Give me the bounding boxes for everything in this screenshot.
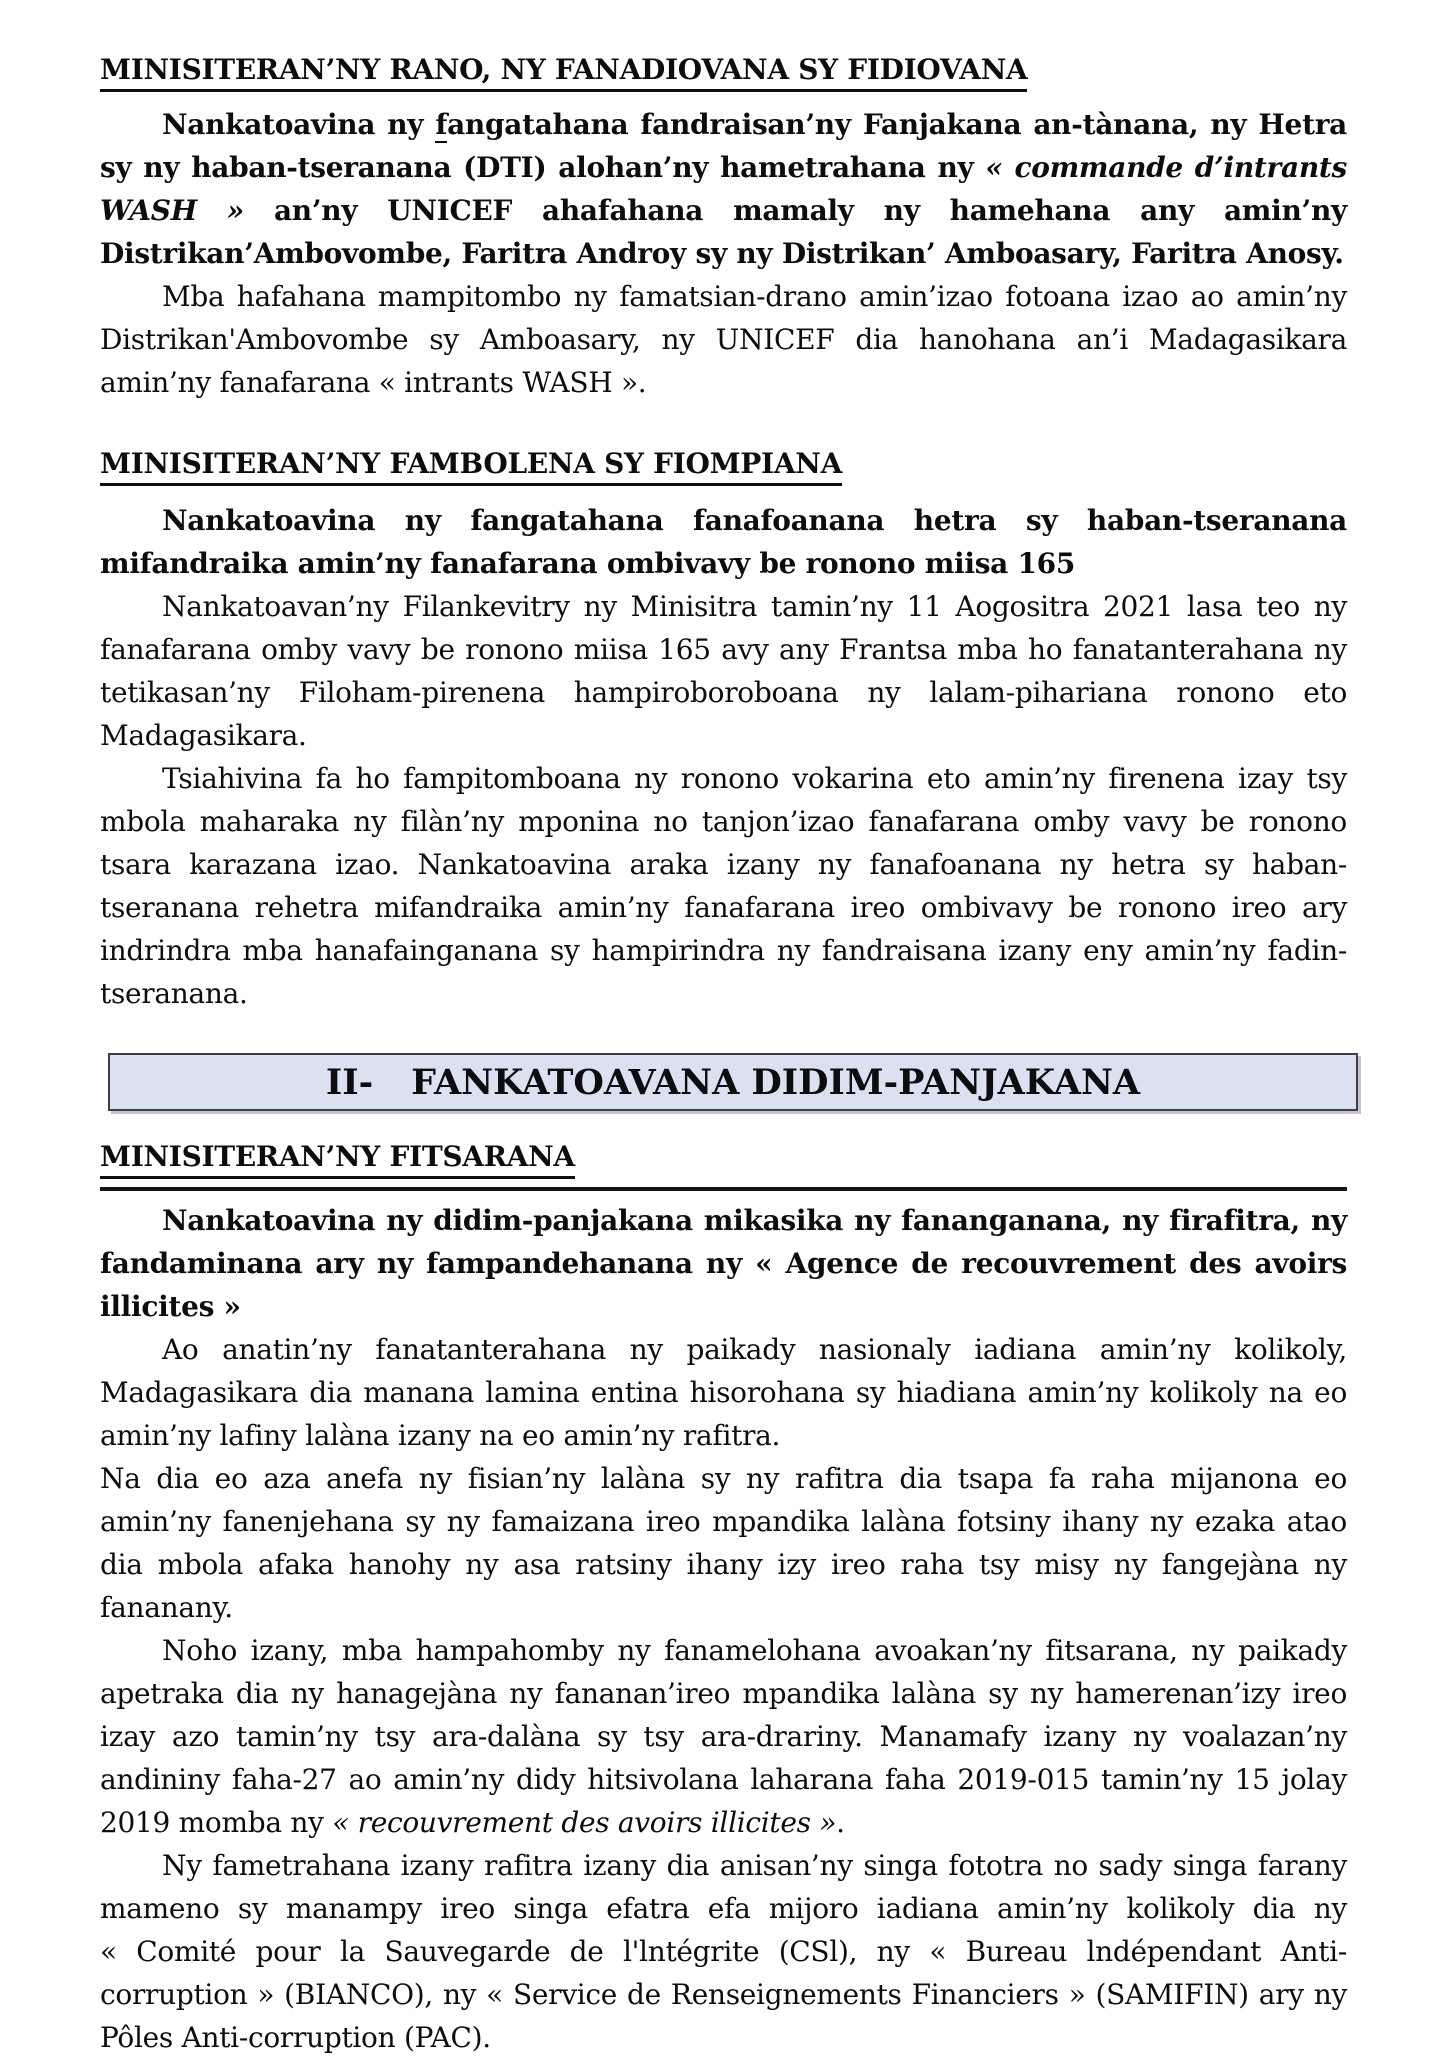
ministry-fambolena-heading bbox=[100, 442, 1347, 485]
text-segment: Na dia eo aza anefa ny fisian’ny lalàna sy ny rafitra dia tsapa fa raha mijanona eo amin’ny fanenjehana sy ny famaizana ireo mpandika lalàna fotsiny ihany ny ezaka atao dia mbola afaka hanohy ny asa ratsiny ihany izy ireo raha tsy misy ny fangejàna ny fananany. bbox=[100, 1462, 1347, 1624]
text-segment: angatahana fandraisan’ny Fanjakana an-tànana, ny Hetra sy ny haban-tseranana (DTI) alohan’ny hametrahana ny bbox=[100, 108, 1347, 184]
text-segment: Nankatoavan’ny Filankevitry ny Minisitra tamin’ny 11 Aogositra 2021 lasa teo ny fanafarana omby vavy be ronono miisa 165 avy any Frantsa mba ho fanatanterahana ny tetikasan’ny Filoham-pirenena hampiroboroboana ny lalam-pihariana ronono eto Madagasikara. bbox=[100, 590, 1347, 752]
text-segment: . bbox=[836, 1806, 845, 1839]
fitsarana-decision-paragraph bbox=[100, 1199, 1347, 1328]
text-segment: « recouvrement des avoirs illicites » bbox=[332, 1806, 837, 1839]
ministry-fambolena-heading-text: MINISITERAN’NY FAMBOLENA SY FIOMPIANA bbox=[100, 447, 842, 486]
text-segment: Nankatoavina ny didim-panjakana mikasika ny fananganana, ny firafitra, ny fandaminana ary ny fampandehanana ny « Agence de recouvrement des avoirs illicites » bbox=[100, 1204, 1347, 1323]
rano-decision-paragraph bbox=[100, 103, 1347, 275]
text-segment: Ao anatin’ny fanatanterahana ny paikady nasionaly iadiana amin’ny kolikoly, Madagasikara dia manana lamina entina hisorohana sy hiadiana amin’ny kolikoly na eo amin’ny lafiny lalàna izany na eo amin’ny rafitra. bbox=[100, 1333, 1347, 1452]
text-segment: f bbox=[435, 108, 448, 141]
text-segment: Ny fametrahana izany rafitra izany dia anisan’ny singa fototra no sady singa farany mameno sy manampy ireo singa efatra efa mijoro iadiana amin’ny kolikoly dia ny « Comité pour la Sauvegarde de l'lntégrite (CSl), ny « Bureau lndépendant Anti-corruption » (BIANCO), ny « Service de Renseignements Financiers » (SAMIFIN) ary ny Pôles Anti-corruption (PAC). bbox=[100, 1849, 1347, 2054]
section-box-heading bbox=[108, 1053, 1358, 1111]
rano-detail-paragraph bbox=[100, 275, 1347, 404]
fitsarana-detail-paragraph-2 bbox=[100, 1457, 1347, 1629]
fambolena-detail-paragraph-1 bbox=[100, 585, 1347, 757]
text-segment: Nankatoavina ny fangatahana fanafoanana hetra sy haban-tseranana mifandraika amin’ny fanafarana ombivavy be ronono miisa 165 bbox=[100, 504, 1347, 580]
fambolena-decision-paragraph bbox=[100, 499, 1347, 585]
text-segment: Tsiahivina fa ho fampitomboana ny ronono vokarina eto amin’ny firenena izay tsy mbola maharaka ny filàn’ny mponina no tanjon’izao fanafarana omby vavy be ronono tsara karazana izao. Nankatoavina araka izany ny fanafoanana ny hetra sy haban-tseranana rehetra mifandraika amin’ny fanafarana ireo ombivavy be ronono ireo ary indrindra mba hanafainganana sy hampirindra ny fandraisana izany eny amin’ny fadin-tseranana. bbox=[100, 762, 1347, 1010]
section-box-title: FANKATOAVANA DIDIM-PANJAKANA bbox=[411, 1061, 1141, 1103]
section-number: II- bbox=[325, 1061, 374, 1103]
ministry-fitsarana-heading bbox=[100, 1135, 1347, 1191]
fitsarana-detail-paragraph-1 bbox=[100, 1328, 1347, 1457]
ministry-fitsarana-heading-text: MINISITERAN’NY FITSARANA bbox=[100, 1140, 575, 1179]
text-segment: Nankatoavina ny bbox=[162, 108, 436, 141]
fambolena-detail-paragraph-2 bbox=[100, 757, 1347, 1015]
ministry-rano-heading bbox=[100, 48, 1347, 91]
ministry-rano-heading-text: MINISITERAN’NY RANO, NY FANADIOVANA SY FIDIOVANA bbox=[100, 53, 1027, 92]
text-segment: Mba hafahana mampitombo ny famatsian-drano amin’izao fotoana izao ao amin’ny Distrikan'Ambovombe sy Amboasary, ny UNICEF dia hanohana an’i Madagasikara amin’ny fanafarana « intrants WASH ». bbox=[100, 280, 1347, 399]
fitsarana-detail-paragraph-4 bbox=[100, 1844, 1347, 2059]
text-segment: « commande d’intrants WASH » bbox=[100, 151, 1347, 227]
text-segment: an’ny UNICEF ahafahana mamaly ny hamehana any amin’ny Distrikan’Ambovombe, Faritra Androy sy ny Distrikan’ Amboasary, Faritra Anosy. bbox=[100, 194, 1347, 270]
text-segment: Noho izany, mba hampahomby ny fanamelohana avoakan’ny fitsarana, ny paikady apetraka dia ny hanagejàna ny fananan’ireo mpandika lalàna sy ny hamerenan’izy ireo izay azo tamin’ny tsy ara-dalàna sy tsy ara-drariny. Manamafy izany ny voalazan’ny andininy faha-27 ao amin’ny didy hitsivolana laharana faha 2019-015 tamin’ny 15 jolay 2019 momba ny bbox=[100, 1634, 1347, 1839]
fitsarana-detail-paragraph-3 bbox=[100, 1629, 1347, 1844]
